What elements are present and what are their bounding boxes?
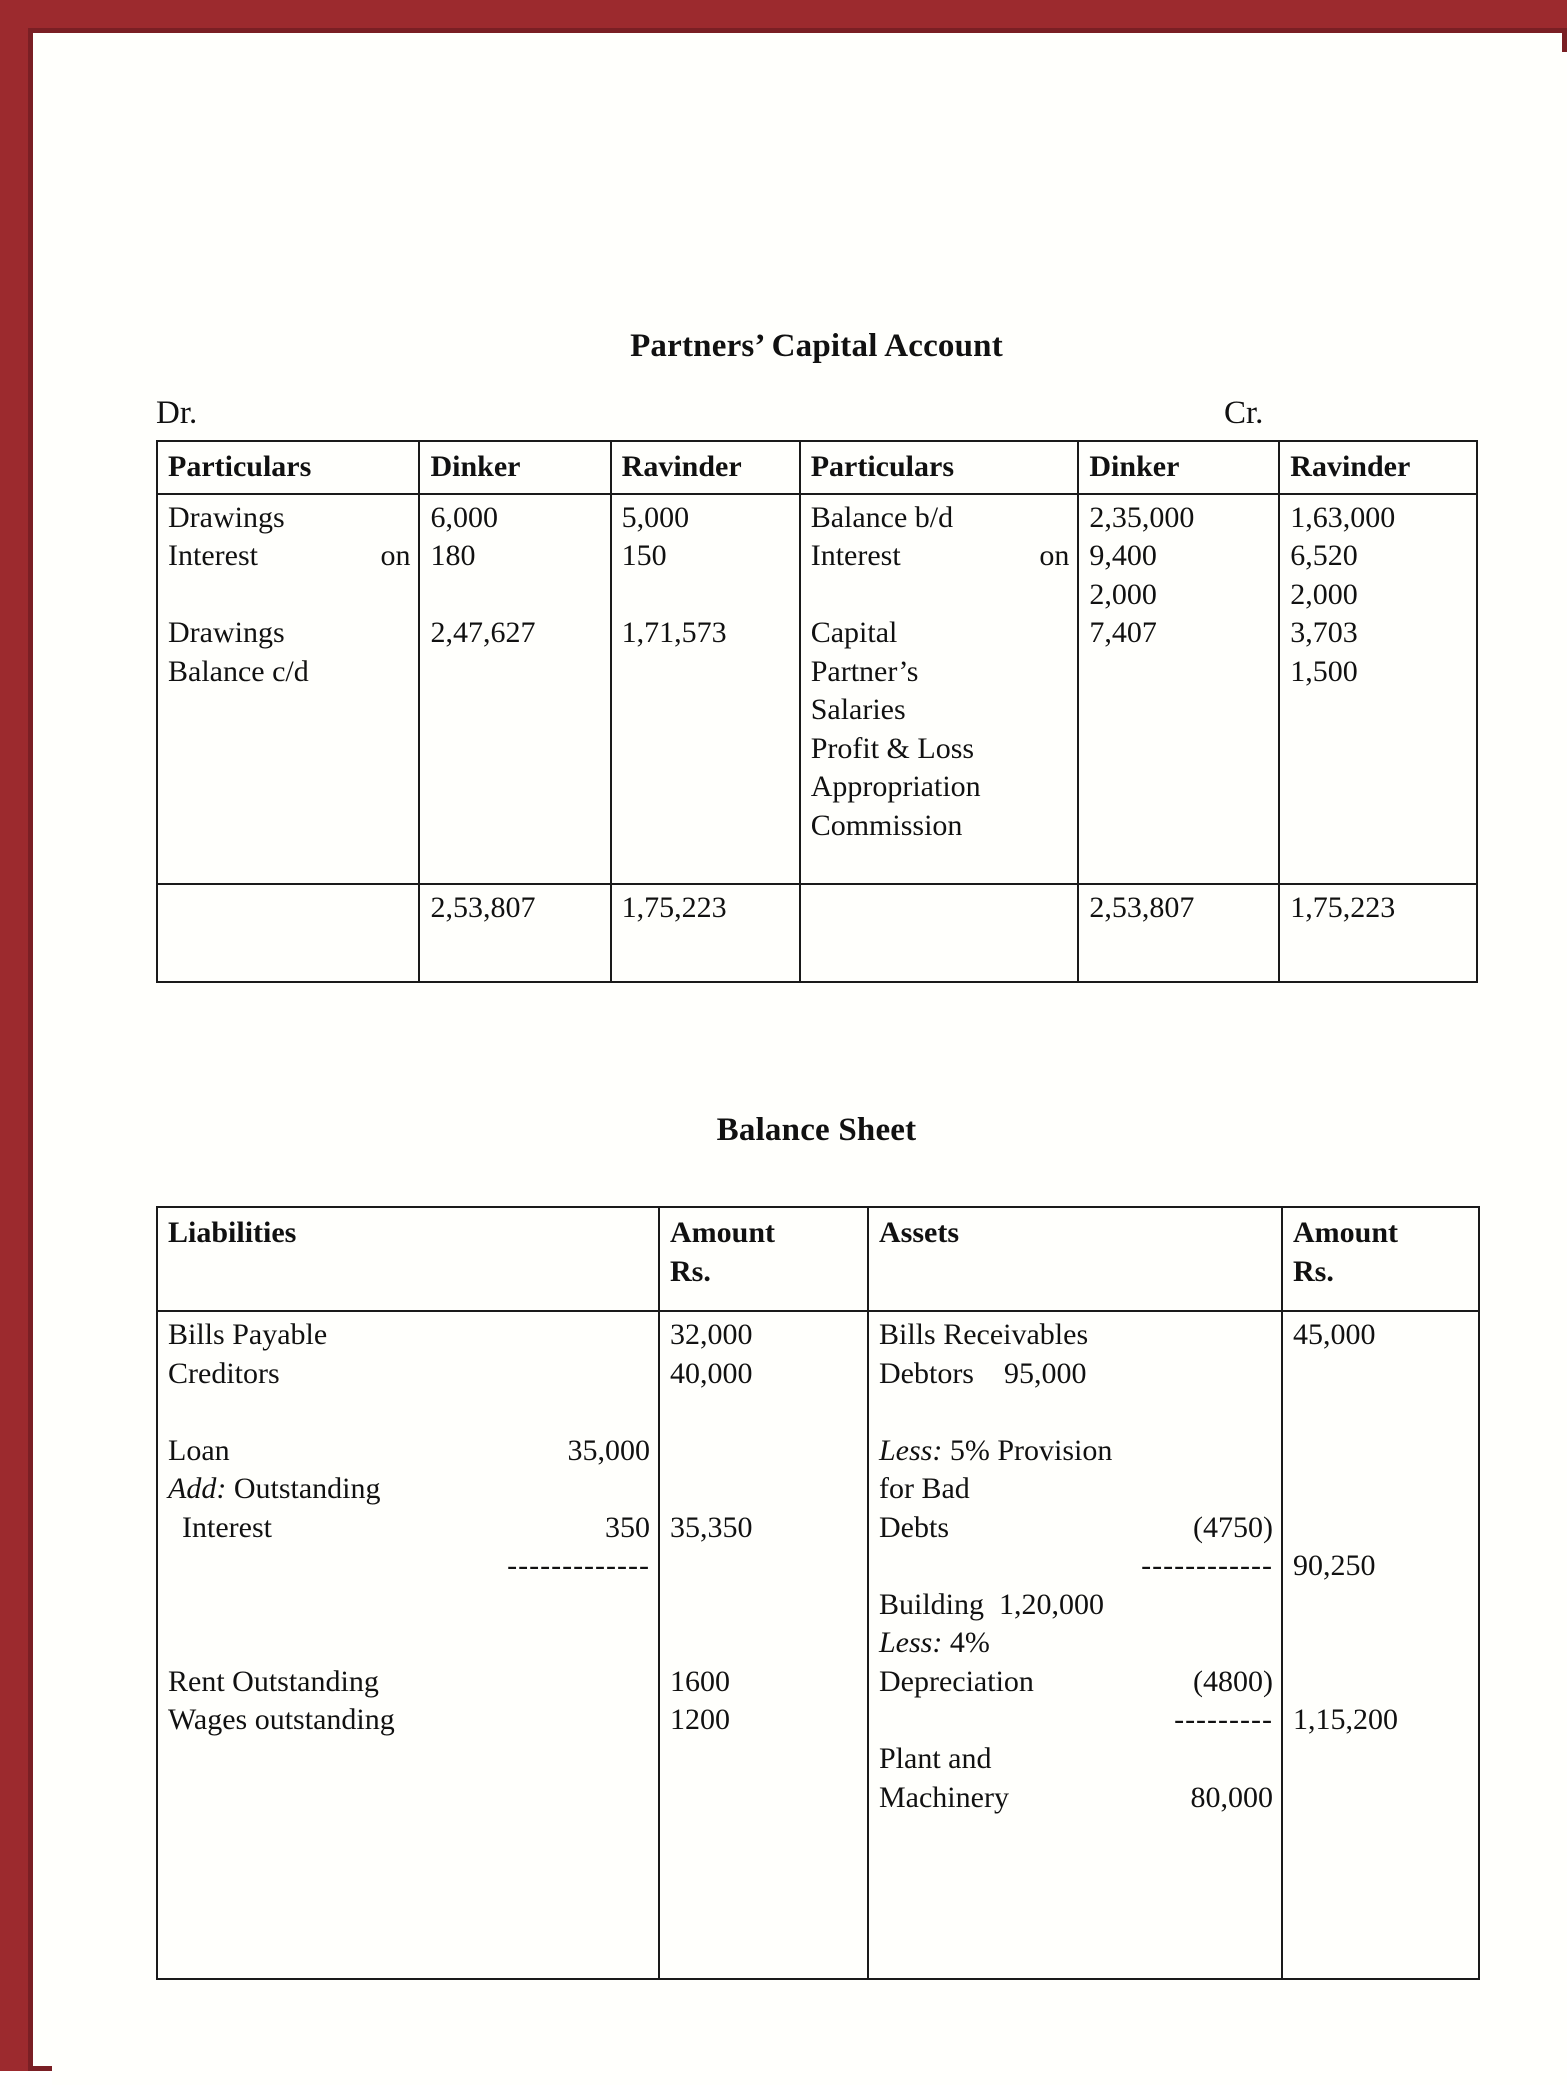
totals-empty-particulars-dr xyxy=(157,884,419,982)
col-header-particulars-cr: Particulars xyxy=(800,441,1079,494)
asset-building-line xyxy=(879,1586,1273,1625)
credit-on-word: on xyxy=(1039,539,1070,573)
col-header-assets: Assets xyxy=(868,1207,1282,1311)
amount-right-line1: Amount xyxy=(1293,1216,1399,1249)
debit-particular-drawings: Drawings xyxy=(168,500,285,534)
asset-debts-line xyxy=(879,1509,1273,1548)
asset-depreciation-line xyxy=(879,1663,1273,1702)
credit-particular-profit-and-loss: Profit & Loss xyxy=(810,731,975,765)
credit-particular-interest-on xyxy=(811,537,1070,614)
asset-building-value: 1,20,000 xyxy=(999,1587,1105,1621)
credit-dinker-balance-bd: 2,35,000 xyxy=(1089,500,1195,534)
totals-dinker-dr: 2,53,807 xyxy=(419,884,610,982)
totals-ravinder-dr: 1,75,223 xyxy=(611,884,800,982)
credit-side-label: Cr. xyxy=(1224,395,1264,431)
debit-on-word: on xyxy=(380,539,411,573)
credit-dinker-partners-salaries: 7,407 xyxy=(1089,616,1157,650)
liability-interest-value: 350 xyxy=(605,1510,650,1544)
amount-left-line2: Rs. xyxy=(670,1254,711,1288)
col-header-dinker-dr: Dinker xyxy=(419,441,610,494)
asset-building-rule: --------- xyxy=(1174,1703,1273,1737)
amount-wages-outstanding: 1200 xyxy=(670,1703,730,1737)
liabilities-cell xyxy=(157,1311,659,1979)
credit-particular-salaries: Salaries xyxy=(810,693,906,727)
debit-ravinder-cell xyxy=(611,494,800,884)
debit-dinker-cell xyxy=(419,494,610,884)
balance-sheet-title: Balance Sheet xyxy=(716,1112,917,1148)
amount-bills-receivables: 45,000 xyxy=(1293,1318,1376,1351)
asset-less-provision: Less: 5% Provision xyxy=(879,1433,1113,1467)
capital-header-row xyxy=(157,441,1477,494)
totals-dinker-cr: 2,53,807 xyxy=(1078,884,1279,982)
debit-particular-interest-on xyxy=(168,537,410,614)
debit-dinker-interest: 180 xyxy=(430,539,476,573)
document-sheet xyxy=(52,52,1567,2085)
amount-right-line2: Rs. xyxy=(1293,1254,1334,1288)
debit-particular-drawings-2: Drawings xyxy=(168,616,285,650)
credit-particular-balance-bd: Balance b/d xyxy=(810,500,954,534)
asset-debts-label: Debts xyxy=(879,1510,949,1544)
amount-creditors: 40,000 xyxy=(670,1356,753,1390)
col-header-dinker-cr: Dinker xyxy=(1078,441,1279,494)
asset-plant-and: Plant and xyxy=(879,1742,992,1776)
col-header-ravinder-dr: Ravinder xyxy=(611,441,800,494)
liability-interest-line xyxy=(168,1509,650,1548)
amount-left-line1: Amount xyxy=(670,1216,776,1249)
liability-wages-outstanding: Wages outstanding xyxy=(168,1703,395,1737)
liability-bills-payable: Bills Payable xyxy=(168,1318,328,1351)
credit-dinker-interest-capital: 9,400 xyxy=(1089,539,1157,573)
amount-bills-payable: 32,000 xyxy=(670,1318,753,1351)
credit-ravinder-commission: 1,500 xyxy=(1290,654,1358,688)
credit-particular-appropriation: Appropriation xyxy=(810,770,981,804)
liability-loan-line xyxy=(168,1432,650,1471)
asset-debtors-value: 95,000 xyxy=(1003,1356,1087,1390)
capital-totals-row xyxy=(157,884,1477,982)
liability-loan-value: 35,000 xyxy=(567,1433,650,1467)
debit-particulars-cell xyxy=(157,494,419,884)
asset-machinery-value: 80,000 xyxy=(1190,1780,1273,1814)
asset-less-depreciation-pct: Less: 4% xyxy=(879,1626,990,1660)
liability-creditors: Creditors xyxy=(168,1356,280,1390)
partners-capital-account-table xyxy=(156,440,1478,983)
liability-add-outstanding: Add: Outstanding xyxy=(168,1472,381,1506)
balance-body-row xyxy=(157,1311,1479,1979)
debit-dinker-balance-cd: 2,47,627 xyxy=(430,616,536,650)
amount-loan-total: 35,350 xyxy=(670,1510,753,1544)
credit-ravinder-balance-bd: 1,63,000 xyxy=(1290,500,1396,534)
credit-particular-partners: Partner’s xyxy=(810,654,919,688)
credit-ravinder-cell xyxy=(1279,494,1477,884)
credit-ravinder-capital: 2,000 xyxy=(1290,577,1358,611)
totals-empty-particulars-cr xyxy=(800,884,1079,982)
liability-subtotal-rule: ------------- xyxy=(507,1549,650,1583)
col-header-amount-left xyxy=(659,1207,868,1311)
liability-interest-label: Interest xyxy=(182,1510,272,1544)
col-header-ravinder-cr: Ravinder xyxy=(1279,441,1477,494)
debit-side-label: Dr. xyxy=(156,395,198,431)
amount-rent-outstanding: 1600 xyxy=(670,1664,730,1698)
totals-ravinder-cr: 1,75,223 xyxy=(1279,884,1477,982)
credit-interest-word: Interest xyxy=(810,539,901,573)
amount-building-net: 1,15,200 xyxy=(1293,1703,1398,1737)
debit-ravinder-interest: 150 xyxy=(621,539,667,573)
asset-debts-value: (4750) xyxy=(1193,1510,1273,1544)
asset-machinery-label: Machinery xyxy=(879,1780,1009,1814)
credit-ravinder-partners-salaries: 3,703 xyxy=(1290,616,1358,650)
page-inner-border xyxy=(28,28,1567,2071)
assets-cell xyxy=(868,1311,1282,1979)
credit-ravinder-interest-capital: 6,520 xyxy=(1290,539,1358,573)
asset-debtors-line xyxy=(879,1355,1273,1394)
balance-sheet-table xyxy=(156,1206,1480,1980)
capital-account-title: Partners’ Capital Account xyxy=(630,328,1003,364)
debit-dinker-drawings: 6,000 xyxy=(430,500,498,534)
asset-depreciation-label: Depreciation xyxy=(879,1664,1034,1698)
asset-for-bad: for Bad xyxy=(879,1472,970,1506)
debit-interest-word: Interest xyxy=(168,539,258,573)
asset-building-label: Building xyxy=(879,1587,985,1621)
asset-debtors-rule: ------------ xyxy=(1141,1549,1273,1583)
assets-amount-cell xyxy=(1282,1311,1479,1979)
credit-particulars-cell xyxy=(800,494,1079,884)
balance-header-row xyxy=(157,1207,1479,1311)
liability-loan-label: Loan xyxy=(168,1433,230,1467)
credit-particular-capital: Capital xyxy=(810,616,898,650)
liabilities-amount-cell xyxy=(659,1311,868,1979)
credit-dinker-cell xyxy=(1078,494,1279,884)
amount-debtors-net: 90,250 xyxy=(1293,1549,1376,1583)
add-italic-word: Add: xyxy=(168,1472,227,1506)
capital-body-row xyxy=(157,494,1477,884)
col-header-liabilities: Liabilities xyxy=(157,1207,659,1311)
debit-ravinder-balance-cd: 1,71,573 xyxy=(621,616,727,650)
asset-machinery-line xyxy=(879,1779,1273,1818)
credit-particular-commission: Commission xyxy=(810,808,963,842)
asset-debtors-label: Debtors xyxy=(879,1356,974,1390)
liability-rent-outstanding: Rent Outstanding xyxy=(168,1664,379,1698)
asset-depreciation-value: (4800) xyxy=(1193,1664,1273,1698)
less-italic-word-1: Less: xyxy=(879,1433,943,1467)
debit-particular-balance-cd: Balance c/d xyxy=(168,654,309,688)
asset-bills-receivables: Bills Receivables xyxy=(879,1318,1089,1351)
less-italic-word-2: Less: xyxy=(879,1626,943,1660)
col-header-amount-right xyxy=(1282,1207,1479,1311)
debit-ravinder-drawings: 5,000 xyxy=(621,500,690,534)
credit-dinker-capital: 2,000 xyxy=(1089,577,1157,611)
col-header-particulars-dr: Particulars xyxy=(157,441,419,494)
